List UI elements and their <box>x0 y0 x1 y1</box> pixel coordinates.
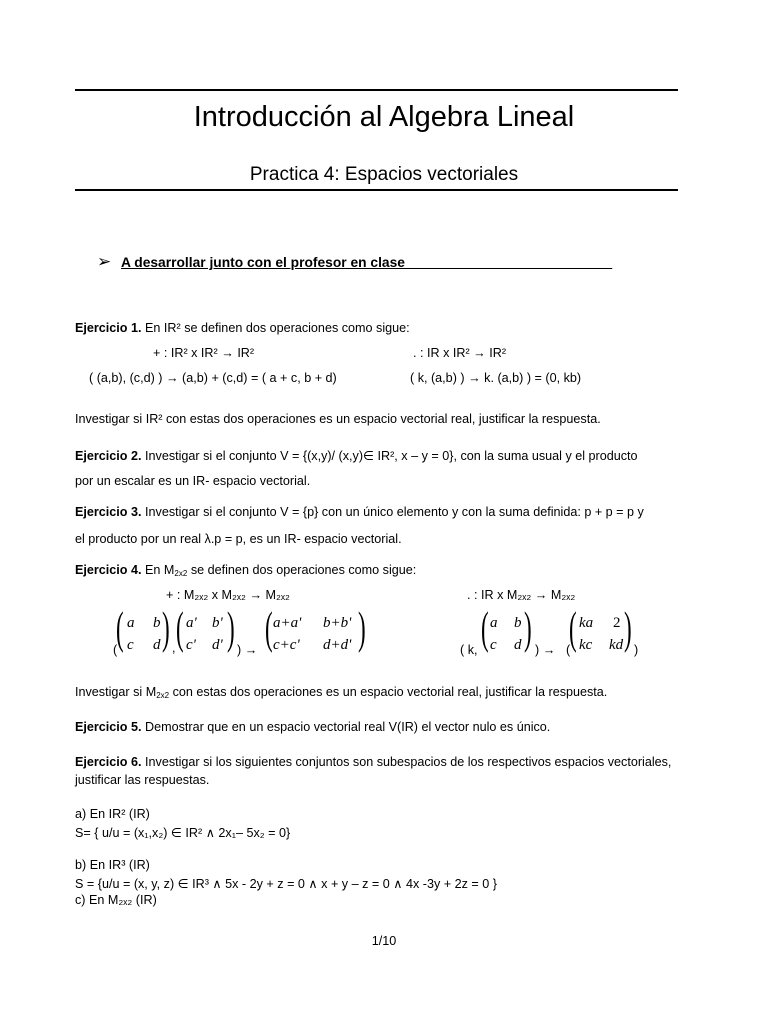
exercise-2-text: Investigar si el conjunto V = {(x,y)/ (x,y)∈ IR², x – y = 0}, con la suma usual y el producto <box>145 449 638 463</box>
exercise-4-question <box>75 685 607 699</box>
exercise-6-item-b-title: b) En IR³ (IR) <box>75 858 150 872</box>
matrix-2-cell: c' <box>186 637 196 653</box>
matrix-2-right-bracket: ) <box>227 602 235 653</box>
document-subtitle: Practica 4: Espacios vectoriales <box>249 164 519 185</box>
matrix-1-cell: a <box>127 615 135 631</box>
exercise-4-question-subscript: 2x2 <box>156 691 170 700</box>
exercise-1-sum-definition: ( (a,b), (c,d) ) → (a,b) + (c,d) = ( a + c, b + d) <box>89 371 337 385</box>
exercise-4-intro <box>75 563 416 577</box>
matrix-5-cell: ka <box>579 615 594 631</box>
matrix-2-left-bracket: ( <box>176 602 184 653</box>
exercise-1-intro <box>75 321 410 335</box>
exercise-3-text: Investigar si el conjunto V = {p} con un único elemento y con la suma definida: p + p = p y <box>145 505 644 519</box>
matrix-3-cell: b+b' <box>323 615 352 631</box>
matrix-3-cell: d+d' <box>323 637 352 653</box>
exercise-6-item-a-set: S= { u/u = (x₁,x₂) ∈ IR² ∧ 2x₁– 5x₂ = 0} <box>75 826 291 840</box>
matrix-3-right-bracket: ) <box>358 602 366 653</box>
matrix-5-cell: 2 <box>613 615 621 631</box>
matrix-1-right-bracket: ) <box>162 602 170 653</box>
exercise-1-product-definition: ( k, (a,b) ) → k. (a,b) ) = (0, kb) <box>410 371 582 385</box>
exercise-6-text: Investigar si los siguientes conjuntos son subespacios de los respectivos espacios vectoriales, <box>145 755 672 769</box>
exercise-6-line-1 <box>75 755 671 769</box>
close-arrow: ) → <box>237 643 258 657</box>
exercise-6-line-2: justificar las respuestas. <box>75 773 210 787</box>
matrix-4-right-bracket: ) <box>524 602 532 653</box>
paren-close: ) <box>634 643 639 657</box>
matrix-comma: , <box>172 641 176 655</box>
matrix-5-cell: kd <box>609 637 624 653</box>
exercise-4-text-b: se definen dos operaciones como sigue: <box>187 563 417 577</box>
exercise-2-line-2: por un escalar es un IR- espacio vectorial. <box>75 474 311 488</box>
matrix-2-cell: b' <box>212 615 223 631</box>
matrix-1-cell: c <box>127 637 134 653</box>
exercise-2-label: Ejercicio 2. <box>75 449 142 463</box>
exercise-1-product-operation: . : IR x IR² → IR² <box>413 346 507 360</box>
matrix-1-left-bracket: ( <box>116 602 124 653</box>
exercise-5-text: Demostrar que en un espacio vectorial real V(IR) el vector nulo es único. <box>145 720 551 734</box>
k-open: ( k, <box>460 643 478 657</box>
matrix-5-cell: kc <box>579 637 593 653</box>
section-heading: A desarrollar junto con el profesor en clase___________________________ <box>121 255 613 270</box>
matrix-1-cell: b <box>153 615 161 631</box>
exercise-1-sum-operation: + : IR² x IR² → IR² <box>153 346 255 360</box>
exercise-3-line-2: el producto por un real λ.p = p, es un IR- espacio vectorial. <box>75 532 402 546</box>
bullet-arrow-icon: ➢ <box>97 252 112 271</box>
paren-open: ( <box>113 643 118 657</box>
matrix-4-left-bracket: ( <box>481 602 489 653</box>
paren-open-2: ( <box>566 643 571 657</box>
exercise-4-sum-operation: + : M₂ₓ₂ x M₂ₓ₂ → M₂ₓ₂ <box>166 588 290 602</box>
exercise-4-question-a: Investigar si M <box>75 685 157 699</box>
matrix-4-cell: d <box>514 637 522 653</box>
matrix-3-cell: a+a' <box>273 615 302 631</box>
exercise-4-question-b: con estas dos operaciones es un espacio vectorial real, justificar la respuesta. <box>169 685 608 699</box>
matrix-5-left-bracket: ( <box>569 602 577 653</box>
exercise-1-text: En IR² se definen dos operaciones como sigue: <box>145 321 410 335</box>
exercise-5 <box>75 720 550 734</box>
exercise-4-product-operation: . : IR x M₂ₓ₂ → M₂ₓ₂ <box>467 588 576 602</box>
exercise-5-label: Ejercicio 5. <box>75 720 142 734</box>
matrix-4-cell: b <box>514 615 522 631</box>
exercise-4-label: Ejercicio 4. <box>75 563 142 577</box>
product-arrow: ) → <box>535 643 556 657</box>
exercise-6-item-c-title: c) En M₂ₓ₂ (IR) <box>75 893 157 907</box>
matrix-2-cell: a' <box>186 615 197 631</box>
subtitle-rule <box>75 189 678 191</box>
exercise-1-question: Investigar si IR² con estas dos operaciones es un espacio vectorial real, justificar la respuesta. <box>75 412 601 426</box>
matrix-5-right-bracket: ) <box>624 602 632 653</box>
exercise-4-text-a: En M <box>145 563 175 577</box>
exercise-6-label: Ejercicio 6. <box>75 755 142 769</box>
matrix-1-cell: d <box>153 637 161 653</box>
page-number: 1/10 <box>371 934 397 948</box>
exercise-6-item-a-title: a) En IR² (IR) <box>75 807 150 821</box>
exercise-2-line-1 <box>75 448 638 463</box>
exercise-4-subscript: 2x2 <box>174 569 188 578</box>
top-rule <box>75 89 678 91</box>
matrix-3-left-bracket: ( <box>265 602 273 653</box>
exercise-3-label: Ejercicio 3. <box>75 505 142 519</box>
matrix-4-cell: a <box>490 615 498 631</box>
matrix-3-cell: c+c' <box>273 637 300 653</box>
matrix-2-cell: d' <box>212 637 223 653</box>
matrix-4-cell: c <box>490 637 497 653</box>
exercise-3-line-1 <box>75 505 644 519</box>
document-title: Introducción al Algebra Lineal <box>193 101 575 133</box>
exercise-1-label: Ejercicio 1. <box>75 321 142 335</box>
exercise-6-item-b-set: S = {u/u = (x, y, z) ∈ IR³ ∧ 5x - 2y + z = 0 ∧ x + y – z = 0 ∧ 4x -3y + 2z = 0 } <box>75 877 497 891</box>
